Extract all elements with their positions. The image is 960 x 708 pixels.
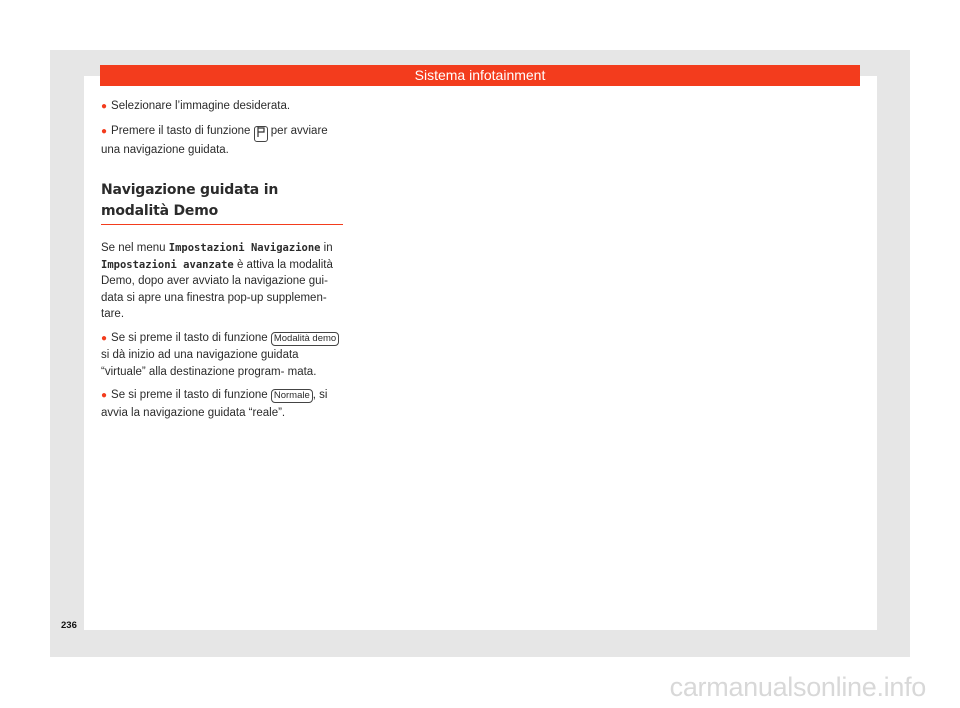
bullet-dot-icon: ●: [101, 125, 108, 137]
title-divider: [101, 224, 343, 240]
menu-path: Impostazioni Navigazione: [168, 242, 321, 254]
bullet-dot-icon: ●: [101, 332, 108, 344]
bullet-item: ● Selezionare l’immagine desiderata.: [101, 100, 291, 112]
section-title: Navigazione guidata in modalità Demo: [101, 182, 279, 219]
menu-path: Impostazioni avanzate: [101, 258, 234, 271]
watermark: carmanualsonline.info: [669, 672, 926, 702]
page-number: 236: [61, 620, 77, 631]
demo-mode-key: Modalità demo: [271, 332, 339, 346]
content-column: [101, 98, 343, 428]
bullet-item: ● Se si preme il tasto di funzione Modalità demo si dà inizio ad una navigazione guidata “virtuale” alla destinazione program- mata.: [101, 330, 343, 381]
bullet-item: ● Premere il tasto di funzione per avviare una navigazione guidata.: [101, 124, 328, 156]
bullet-item: ● Se si preme il tasto di funzione Normale , si avvia la navigazione guidata “reale”.: [101, 389, 328, 419]
intro-paragraph: Se nel menu Impostazioni Navigazione in Impostazioni avanzate è attiva la modalità Demo, dopo aver avviato la navigazione gui- data si apre una finestra pop-up supplemen- tare.: [101, 242, 333, 320]
bullet-dot-icon: ●: [101, 390, 108, 401]
flag-icon: [254, 126, 268, 142]
chapter-title: Sistema infotainment: [414, 67, 546, 83]
chapter-header: [100, 65, 860, 86]
normal-key: Normale: [271, 389, 313, 403]
bullet-dot-icon: ●: [101, 101, 108, 112]
